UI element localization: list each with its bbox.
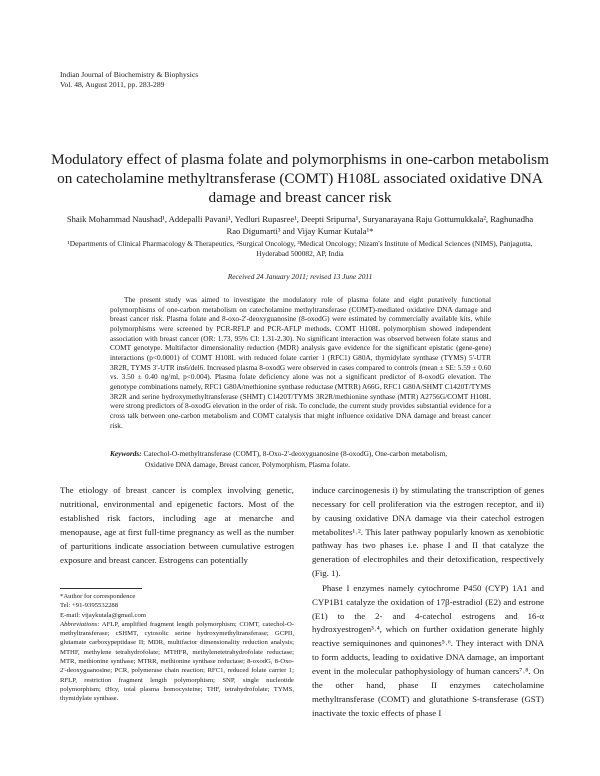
affiliations: ¹Departments of Clinical Pharmacology & Therapeutics, ²Surgical Oncology, ³Medical Oncology; Nizam's Institute of Medical Sciences (NIMS), Panjagutta, Hyderabad 500082, AP, India (67, 239, 533, 258)
keywords-label: Keywords: (110, 449, 142, 458)
body-paragraph-1: induce carcinogenesis i) by stimulating the transcription of genes necessary for cell proliferation via the estrogen receptor, and ii) by causing oxidative DNA damage via their catechol estrogen metabolites¹˒². This later pathway popularly known as xenobiotic pathway has two phases i.e. phase I and II that catalyze the generation of electrophiles and their detoxification, respectively (Fig. 1). (312, 485, 544, 579)
paper-title: Modulatory effect of plasma folate and polymorphisms in one-carbon metabolism on catecholamine methyltransferase (COMT) H108L associated oxidative DNA damage and breast cancer risk (51, 151, 549, 206)
footnote-telephone: Tel: +91-9395532288 (60, 602, 119, 610)
footnote-abbreviations: AFLP, amplified fragment length polymorphism; COMT, catechol-O-methyltransferase; cSHMT, cytosolic serine hydroxymethyltransferase; GCPII, glutamate carboxypeptidase II; MDR, multifactor dimensionality reduction analysis; MTHF, methylene tetrahydrofolate; MTHFR, methylenetetrahydrofolate reductase; MTR, methionine synthase; MTRR, methionine synthase reductase; 8-oxodG, 8-Oxo-2'-deoxyguanosine; PCR, polymerase chain reaction; RFC1, reduced folate carrier 1; RFLP, restriction fragment length polymorphism; SNP, single nucleotide polymorphism; tHcy, total plasma homocysteine; THF, tetrahydrofolate; TYMS, thymidylate synthase. (60, 620, 294, 703)
footnote-email: E-mail: vijaykutala@gmail.com (60, 611, 147, 619)
body-column-left: The etiology of breast cancer is complex involving genetic, nutritional, environmental and epigenetic factors. Most of the established risk factors, including age at menarche and menopause, age at first full-time pregnancy as well as the number of parturitions indicate association between cumulative estrogen exposure and breast cancer. Estrogens can potentially (60, 485, 294, 565)
keywords-line-1 (110, 449, 491, 460)
footnote-divider (60, 588, 142, 589)
footnotes (60, 592, 294, 704)
journal-name: Indian Journal of Biochemistry & Biophysics (60, 70, 199, 79)
footnote-abbreviations-label: Abbreviations: (60, 620, 100, 628)
received-dates: Received 24 January 2011; revised 13 June 2011 (227, 272, 373, 281)
keywords (110, 449, 491, 470)
body-paragraph-2: Phase I enzymes namely cytochrome P450 (CYP) 1A1 and CYP1B1 catalyze the oxidation of 17β-estradiol (E2) and estrone (E1) to the 2- and 4-catechol estrogens and 16-α hydroxyestrogen³˒⁴, which on further oxidation generate highly reactive semiquinones and quinones⁵˒⁶. They interact with DNA to form adducts, leading to oxidative DNA damage, an important event in the molecular pathophysiology of human cancers⁷˒⁸. On the other hand, phase II enzymes catecholamine methyltransferase (COMT) and glutathione S-transferase (GST) inactivate the toxic effects of phase I (312, 582, 544, 718)
journal-volume: Vol. 48, August 2011, pp. 283-289 (60, 80, 165, 89)
body-column-right (312, 484, 544, 721)
keywords-text-1: Catechol-O-methyltransferase (COMT), 8-Oxo-2'-deoxyguanosine (8-oxodG), One-carbon metabolism, (143, 449, 448, 458)
journal-header (60, 70, 198, 90)
footnote-correspondence: *Author for correspondence (60, 593, 136, 600)
keywords-line-2: Oxidative DNA damage, Breast cancer, Polymorphism, Plasma folate. (145, 459, 350, 469)
author-list: Shaik Mohammad Naushad¹, Addepalli Pavani¹, Yedluri Rupasree¹, Deepti Sripurna¹, Suryanarayana Raju Gottumukkala², Raghunadha Rao Digumarti³ and Vijay Kumar Kutala¹* (66, 214, 534, 236)
abstract: The present study was aimed to investigate the modulatory role of plasma folate and eight putatively functional polymorphisms of one-carbon metabolism on catecholamine methyltransferase (COMT)-mediated oxidative DNA damage and breast cancer risk. Plasma folate and 8-oxo-2'-deoxyguanosine (8-oxodG) were estimated by commercially available kits, while polymorphisms were screened by PCR-RFLP and PCR-AFLP methods. COMT H108L polymorphism showed independent association with breast cancer (OR: 1.73, 95% CI: 1.31-2.30). No significant interaction was observed between folate status and COMT genotype. Multifactor dimensionality reduction (MDR) analysis gave evidence for the significant epistatic (gene-gene) interactions (p<0.0001) of COMT H108L with reduced folate carrier 1 (RFC1) G80A, thymidylate synthase (TYMS) 5'-UTR 3R2R, TYMS 3'-UTR ins6/del6. Increased plasma 8-oxodG were observed in cases compared to controls (mean ± SE: 5.59 ± 0.60 vs. 3.50 ± 0.40 ng/ml, p<0.004). Plasma folate deficiency alone was not a significant predictor of 8-oxodG elevation. The genotype combinations namely, RFC1 G80A/methionine synthase reductase (MTRR) A66G, RFC1 G80A/SHMT C1420T/TYMS 3R2R and serine hydroxymethyltransferase (SHMT) C1420T/TYMS 3R2R/methionine synthase (MTR) A2756G/COMT H108L were strong predictors of 8-oxodG elevation in the order of risk. To conclude, the current study provides substantial evidence for a cross talk between one-carbon metabolism and COMT catalysis that might influence oxidative DNA damage and breast cancer risk. (110, 295, 491, 430)
